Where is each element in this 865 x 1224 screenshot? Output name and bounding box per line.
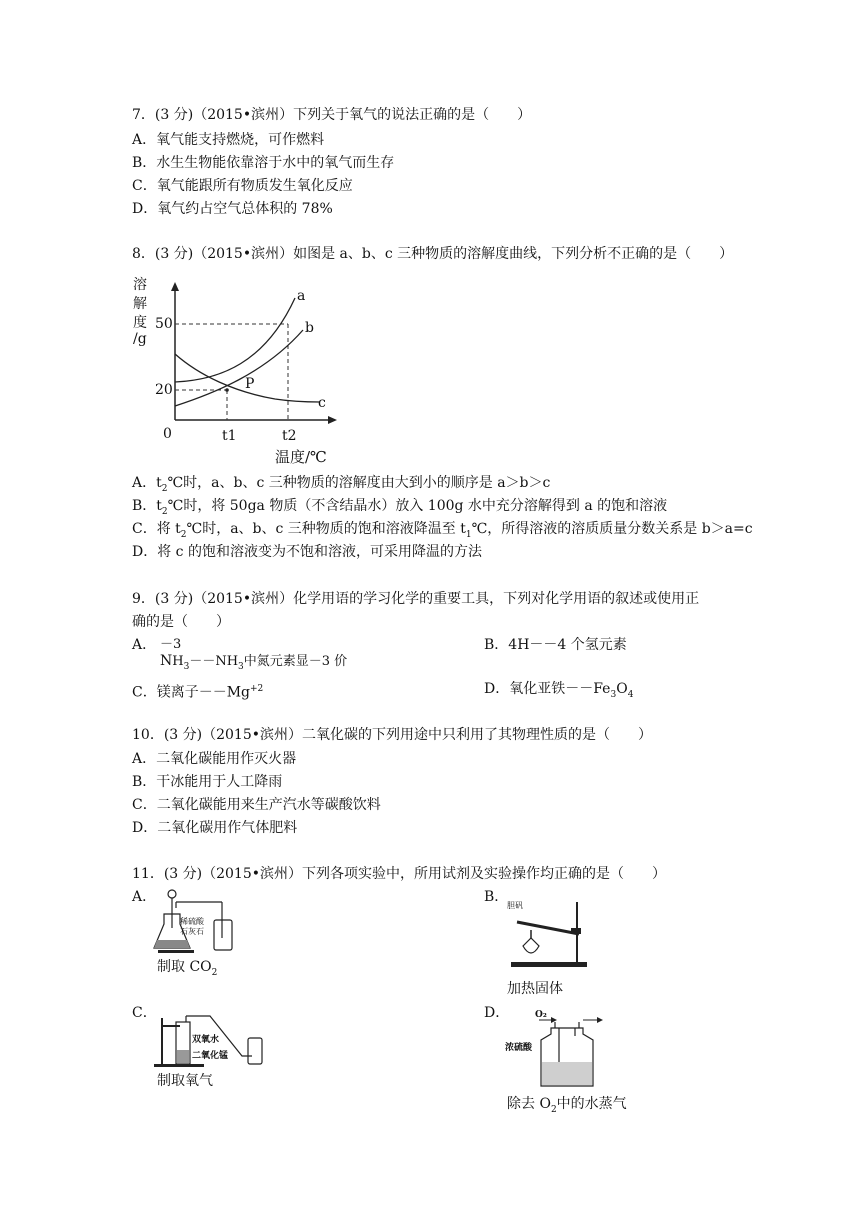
xtick-t1: t1 — [222, 428, 237, 444]
ytick-20: 20 — [155, 382, 173, 398]
xlabel: 温度/℃ — [275, 448, 327, 466]
q11-option-a-caption: 制取 $CO_2$ — [157, 959, 218, 978]
apparatus-b-figure — [505, 898, 595, 970]
q9-option-c: C．镁离子$--Mg^{+2}$ — [132, 684, 264, 701]
q8-option-a: A．$t_2℃$时，a、b、c 三种物质的溶解度由大到小的顺序是 a＞b＞c — [132, 475, 551, 494]
q9-option-b: B．4H－－4 个氢元素 — [484, 637, 627, 653]
apparatus-c-label-mno2: 二氧化锰 — [192, 1051, 229, 1061]
q11-option-a-letter: A． — [132, 889, 157, 905]
curve-a — [175, 298, 295, 382]
q10-option-b: B．干冰能用于人工降雨 — [132, 774, 283, 790]
q7-option-d: D．氧气约占空气总体积的 78% — [132, 201, 333, 217]
x-axis-arrow — [328, 416, 337, 424]
curve-label-c: c — [318, 395, 326, 411]
apparatus-a-label-limestone: 石灰石 — [180, 927, 204, 936]
solubility-graph-svg — [125, 268, 355, 468]
apparatus-a-figure — [150, 888, 250, 956]
q8-stem: 8．(3 分)（2015•滨州）如图是 a、b、c 三种物质的溶解度曲线，下列分析不正确的是（ ） — [132, 246, 734, 262]
apparatus-d-label-o2: O₂ — [535, 1010, 547, 1020]
apparatus-a-label-acid: 稀硫酸 — [180, 917, 204, 926]
q9-stem-line1: 9．(3 分)（2015•滨州）化学用语的学习化学的重要工具，下列对化学用语的叙述或使用正 — [132, 591, 700, 607]
q10-option-d: D．二氧化碳用作气体肥料 — [132, 820, 298, 836]
q10-stem: 10．(3 分)（2015•滨州）二氧化碳的下列用途中只利用了其物理性质的是（ ） — [132, 727, 652, 743]
apparatus-d-label-acid: 浓硫酸 — [505, 1043, 533, 1053]
solubility-graph — [125, 268, 355, 468]
q8-option-d: D．将 c 的饱和溶液变为不饱和溶液，可采用降温的方法 — [132, 544, 482, 560]
q9-option-a-letter: A． — [132, 637, 157, 653]
q8-option-b: B．$t_2℃$时，将 50ga 物质（不含结晶水）放入 100g 水中充分溶解得到 a 的饱和溶液 — [132, 498, 668, 517]
q9-option-a-formula: $NH_3--NH_3$中氮元素显－3 价 — [160, 653, 348, 672]
q7-option-c: C．氧气能跟所有物质发生氧化反应 — [132, 178, 353, 194]
q9-option-a-charge: －3 — [160, 637, 182, 652]
q7-stem: 7．(3 分)（2015•滨州）下列关于氧气的说法正确的是（ ） — [132, 107, 532, 123]
q7-option-b: B．水生生物能依靠溶于水中的氧气而生存 — [132, 155, 395, 171]
q10-option-a: A．二氧化碳能用作灭火器 — [132, 751, 297, 767]
apparatus-c-figure — [150, 1012, 270, 1068]
ytick-50: 50 — [155, 316, 173, 332]
q11-option-d-letter: D． — [484, 1005, 510, 1021]
q11-option-c-caption: 制取氧气 — [157, 1073, 213, 1089]
ylabel-1: 溶 — [133, 277, 147, 293]
origin-label: 0 — [163, 426, 172, 442]
ylabel-2: 解 — [133, 296, 147, 312]
q9-stem-line2: 确的是（ ） — [132, 614, 230, 630]
point-p — [225, 388, 229, 392]
q11-option-d-caption: 除去 $O_2$中的水蒸气 — [507, 1096, 627, 1115]
apparatus-d-figure — [505, 1010, 615, 1090]
apparatus-b-label: 胆矾 — [507, 901, 523, 910]
q8-option-c: C．将 $t_2℃$时，a、b、c 三种物质的饱和溶液降温至 $t_1℃$，所得溶液的溶质质量分数关系是 b＞a=c — [132, 521, 753, 540]
y-axis-arrow — [171, 282, 179, 291]
apparatus-c-label-peroxide: 双氧水 — [192, 1035, 220, 1045]
q7-option-a: A．氧气能支持燃烧，可作燃料 — [132, 132, 325, 148]
ylabel-3: 度 — [133, 315, 147, 331]
q9-option-d: D．氧化亚铁$--Fe_3O_4$ — [484, 681, 634, 700]
q11-option-c-letter: C． — [132, 1005, 157, 1021]
q11-option-b-caption: 加热固体 — [507, 981, 563, 997]
q10-option-c: C．二氧化碳能用来生产汽水等碳酸饮料 — [132, 797, 381, 813]
q11-stem: 11．(3 分)（2015•滨州）下列各项实验中，所用试剂及实验操作均正确的是（ ） — [132, 866, 666, 882]
point-p-label: P — [245, 376, 255, 392]
xtick-t2: t2 — [282, 428, 297, 444]
curve-label-b: b — [305, 320, 314, 336]
curve-label-a: a — [297, 288, 306, 304]
q11-option-b-letter: B． — [484, 889, 509, 905]
ylabel-4: /g — [133, 331, 147, 347]
